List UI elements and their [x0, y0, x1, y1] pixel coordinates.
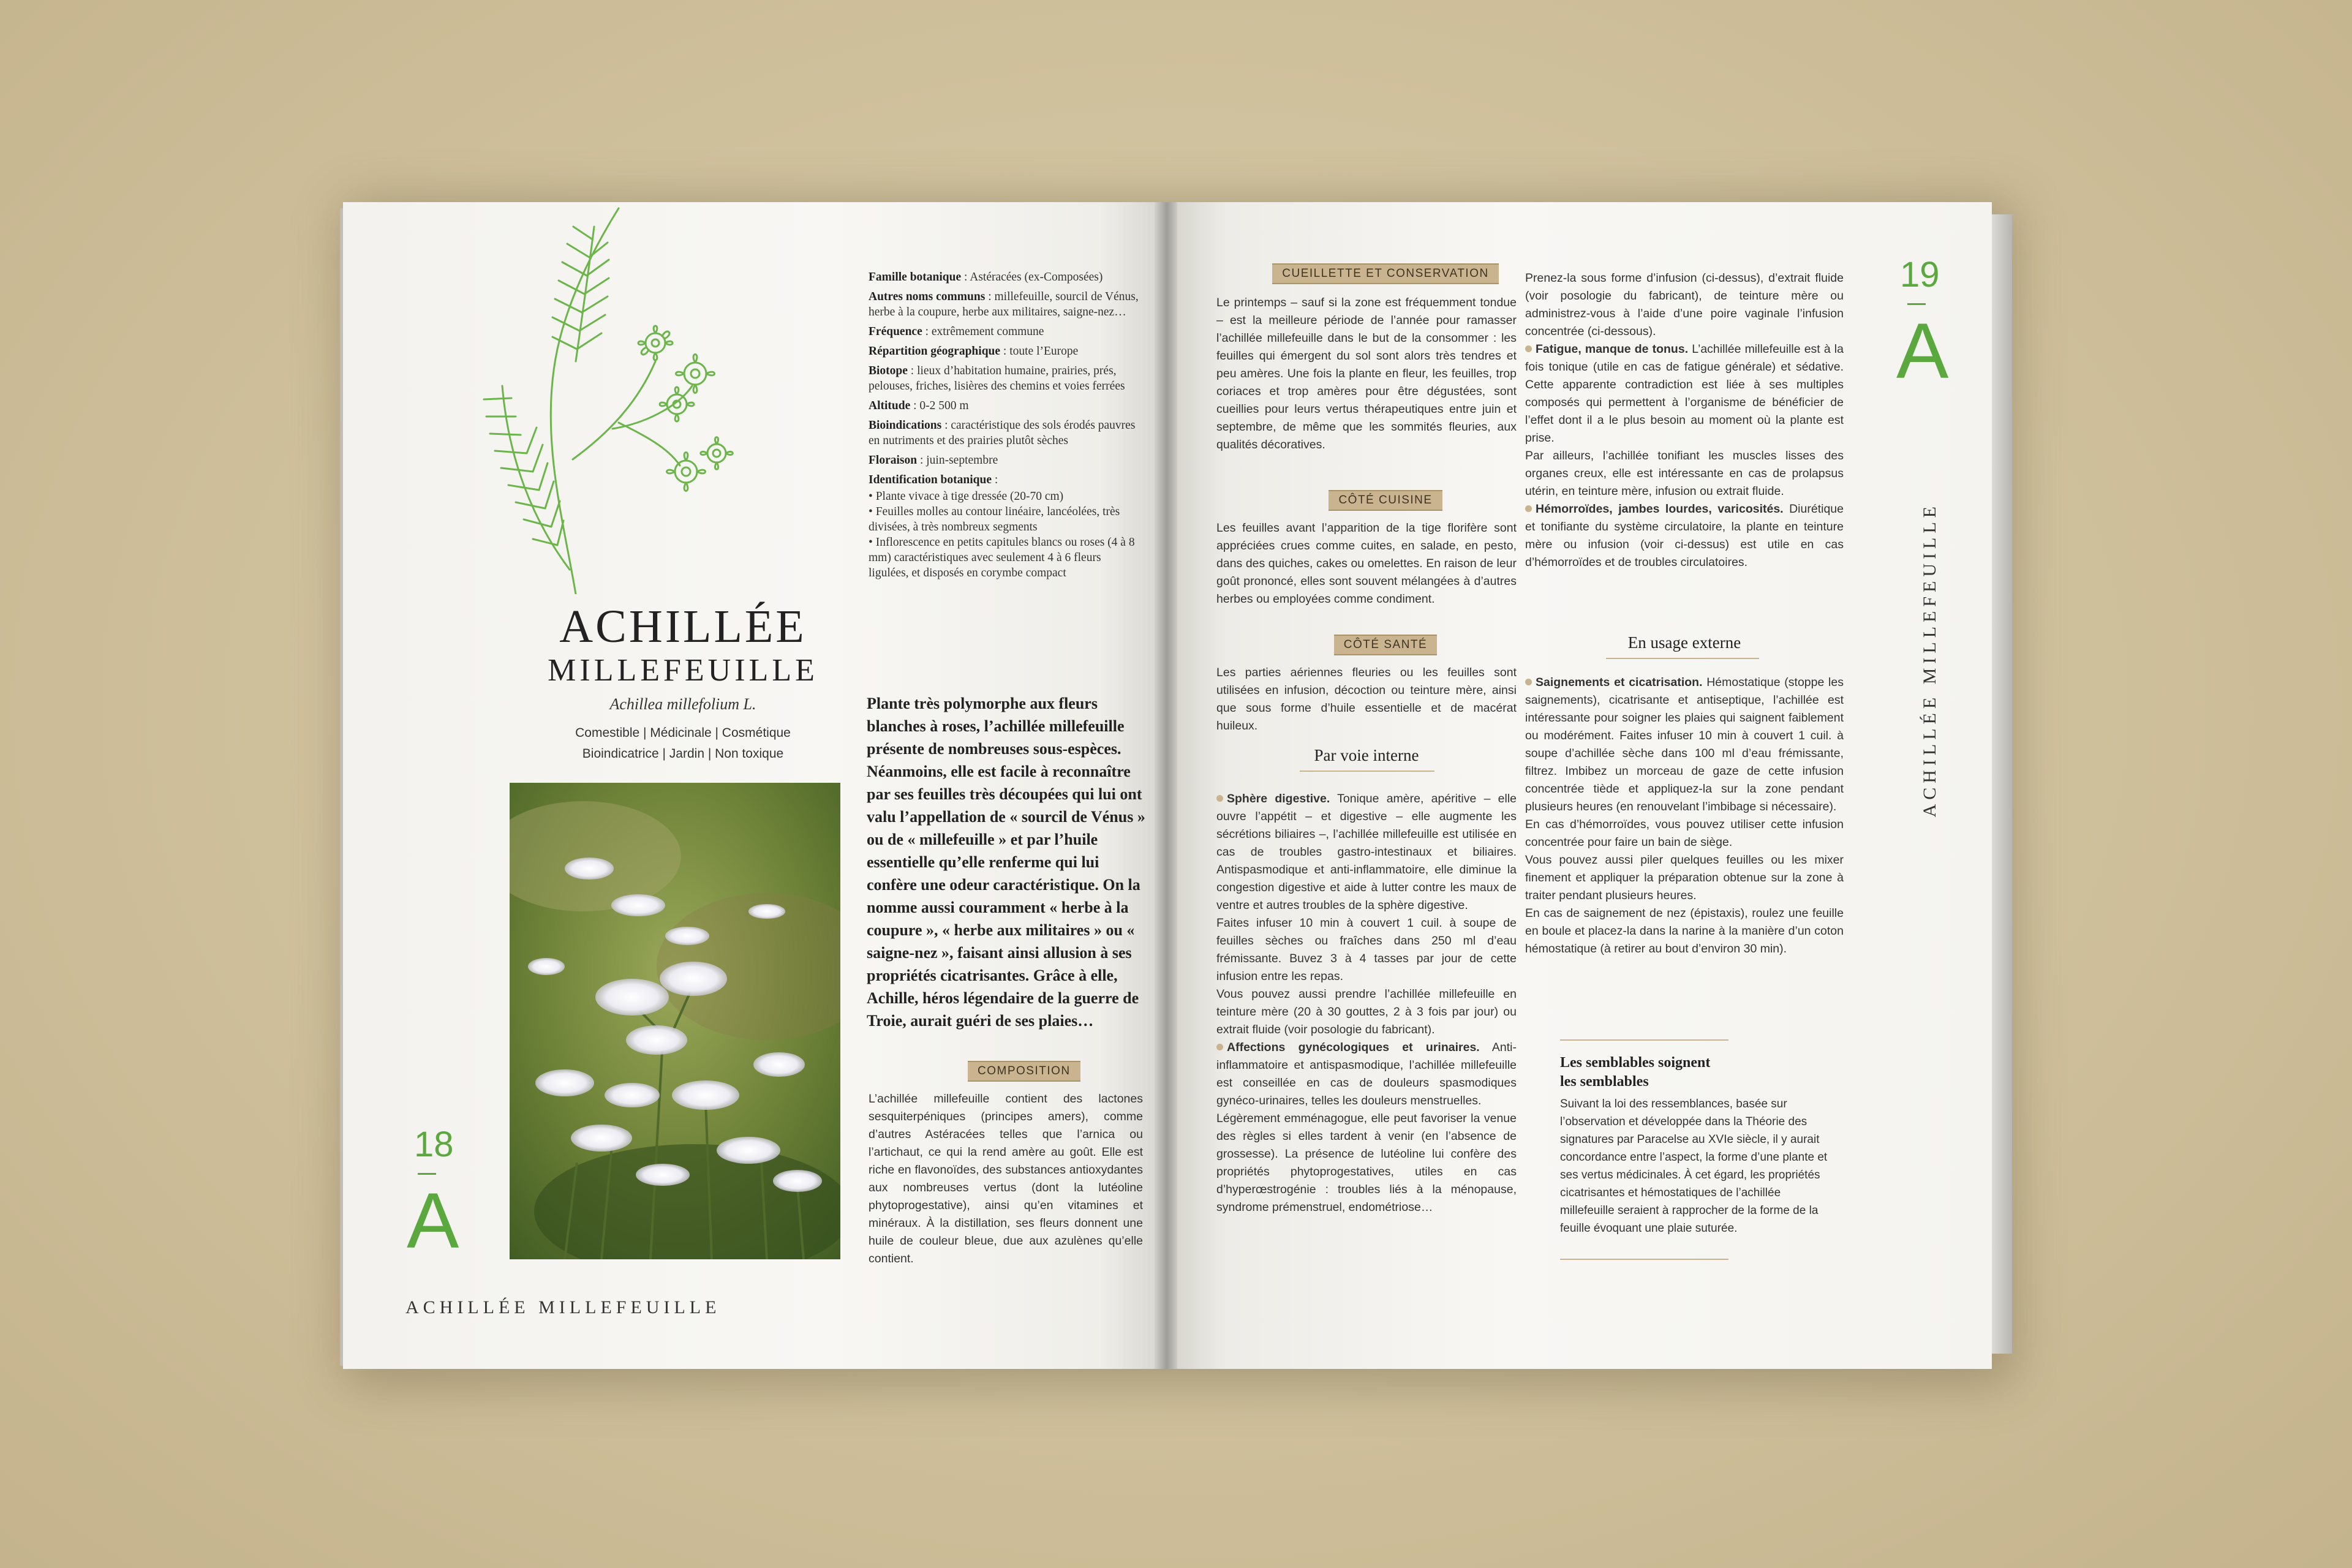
box-top-rule — [1560, 1039, 1728, 1041]
fact-row: Répartition géographique : toute l’Europe — [869, 345, 1079, 358]
identification-item: • Inflorescence en petits capitules blancs ou roses (4 à 8 mm) caractéristiques avec seulement 4 à 6 fleurs ligulées, et disposés en corymbe compact — [869, 536, 1135, 579]
digestive-paragraph: Sphère digestive. Tonique amère, apéritive – elle ouvre l’appétit – et digestive – elle augmente les sécrétions biliaires –, l’achillée millefeuille est utilisée en cas de troubles gastro-intestinaux et biliaires. Antispasmodique et anti-inflammatoire, elle diminue la congestion digestive et aide à lutter contre les maux de ventre et autres troubles de la sphère digestive. — [1216, 792, 1517, 912]
right-page-letter: A — [1896, 307, 1949, 395]
externe-title-rule — [1606, 658, 1759, 659]
plant-title-line2: MILLEFEUILLE — [548, 653, 818, 688]
saignement-paragraph: Saignements et cicatrisation. Hémostatique (stoppe les saignements), cicatrisante et antiseptique, l’achillée est intéressante pour soigner les plaies qui saignent faiblement ou modérément. Faites infuser 10 min à couvert 1 cuil. à soupe d’achillée sèche dans 100 ml d’eau frémissante, filtrez. Imbibez un morceau de gaze de cette infusion concentrée tiède et appliquez-la sur la zone pendant plusieurs heures (en renouvelant l’imbibage si nécessaire). — [1525, 676, 1844, 813]
cueillette-text: Le printemps – sauf si la zone est fréquemment tondue – est la meilleure période de l’année pour ramasser l’achillée millefeuille dans le but de la consommer : les feuilles qui émergent du sol sont alors très tendres et peu amères. Une fois la plante en fleur, les feuilles, trop coriaces et trop amères pour être dégustées, sont cueillies pour leurs vertus thérapeutiques entre juin et septembre, de même que les sommités fleuries, aux qualités décoratives. — [1216, 296, 1517, 451]
hemo-paragraph: Hémorroïdes, jambes lourdes, varicosités. Diurétique et tonifiante du système circulatoire, la plante en teinture mère ou infusion (voir ci-dessus) est utile en cas d’hémorroïdes et de troubles circulatoires. — [1525, 502, 1844, 569]
box-bottom-rule — [1560, 1259, 1728, 1260]
sante-heading-wrap — [1238, 635, 1532, 655]
cuisine-heading-wrap — [1238, 490, 1532, 511]
right-page-number: 19 — [1900, 255, 1940, 295]
tags-line1: Comestible | Médicinale | Cosmétique — [575, 726, 791, 740]
interne-title: Par voie interne — [1314, 746, 1419, 764]
plant-title-line1: ACHILLÉE — [559, 601, 807, 652]
interne-title-rule — [1300, 771, 1434, 772]
latin-name: Achillea millefolium L. — [609, 695, 756, 713]
saignement-paragraph-4: En cas de saignement de nez (épistaxis), roulez une feuille en boule et placez-la dans la narine à la manière d’un coton hémostatique (à retirer au bout d’environ 30 min). — [1525, 907, 1844, 956]
right-page-number-bar — [1907, 303, 1926, 305]
sante-heading: CÔTÉ SANTÉ — [1334, 635, 1437, 655]
gyneco-paragraph-2: Légèrement emménagogue, elle peut favoriser la venue des règles si elles tardent à venir (en l’absence de grossesse). La présence de lutéoline lui confère des propriétés phytoprogestatives, utiles en cas d’hyperœstrogénie : troubles liés à la ménopause, syndrome prémenstruel, endométriose… — [1216, 1112, 1517, 1214]
cuisine-heading: CÔTÉ CUISINE — [1329, 490, 1442, 511]
plant-tags — [536, 723, 830, 764]
fact-row: Altitude : 0-2 500 m — [869, 399, 969, 412]
identification-item: • Feuilles molles au contour linéaire, lancéolées, très divisées, à très nombreux segments — [869, 505, 1120, 533]
fact-row: Bioindications : caractéristique des sols érodés pauvres en nutriments et des prairies plutôt sèches — [869, 419, 1136, 447]
box-title-line2: les semblables — [1560, 1074, 1649, 1090]
digestive-paragraph-3: Vous pouvez aussi prendre l’achillée millefeuille en teinture mère (20 à 30 gouttes, 2 à 3 fois par jour) ou extrait fluide (voir posologie du fabricant). — [1216, 987, 1517, 1036]
cuisine-text: Les feuilles avant l’apparition de la tige florifère sont appréciées crues comme cuites, en salade, en pesto, dans des quiches, cakes ou omelettes. En raison de leur goût prononcé, elles sont souvent mélangées à d’autres herbes ou employées comme condiment. — [1216, 521, 1517, 606]
fact-row: Identification botanique : — [869, 473, 998, 486]
fact-row: Biotope : lieux d’habitation humaine, prairies, prés, pelouses, friches, lisières des chemins et voies ferrées — [869, 364, 1125, 393]
fatigue-paragraph: Fatigue, manque de tonus. L’achillée millefeuille est à la fois tonique (utile en cas de fatigue générale) et sédative. Cette apparente contradiction est liée à ses multiples composés qui permettent à l’organisme de bénéficier de l’effet dont il a le plus besoin au moment où la plante est prise. — [1525, 342, 1844, 445]
col2-text — [1525, 270, 1844, 571]
composition-heading: COMPOSITION — [968, 1061, 1080, 1082]
left-page — [343, 202, 1158, 1369]
left-page-number: 18 — [414, 1125, 454, 1164]
bullet-dot — [1525, 345, 1532, 352]
saignement-paragraph-2: En cas d’hémorroïdes, vous pouvez utiliser cette infusion concentrée pour faire un bain de siège. — [1525, 818, 1844, 849]
cueillette-heading-wrap — [1238, 263, 1532, 284]
externe-title: En usage externe — [1627, 633, 1741, 652]
col2-paragraph-1: Prenez-la sous forme d’infusion (ci-dessus), d’extrait fluide (voir posologie du fabricant), de teinture mère ou administrez-vous à l’aide d’une poire vaginale l’infusion concentrée (ci-dessous). — [1525, 271, 1844, 338]
yarrow-illustration — [435, 202, 827, 594]
yarrow-photo — [510, 783, 840, 1259]
box-title-line1: Les semblables soignent — [1560, 1055, 1711, 1071]
interne-text — [1216, 790, 1517, 1216]
fact-row: Floraison : juin-septembre — [869, 454, 998, 467]
right-page — [1177, 202, 1992, 1369]
saignement-paragraph-3: Vous pouvez aussi piler quelques feuilles ou les mixer finement et appliquer la préparation obtenue sur la zone à traiter pendant plusieurs heures. — [1525, 853, 1844, 902]
book-spine — [1155, 202, 1179, 1369]
fatigue-paragraph-2: Par ailleurs, l’achillée tonifiant les muscles lisses des organes creux, elle est intéressante en cas de prolapsus utérin, en teinture mère, infusion ou extrait fluide. — [1525, 449, 1844, 498]
gyneco-paragraph: Affections gynécologiques et urinaires. Anti-inflammatoire et antispasmodique, l’achillée millefeuille est conseillée en cas de douleurs spasmodiques gynéco-urinaires, telles les douleurs menstruelles. — [1216, 1041, 1517, 1107]
composition-heading-wrap — [968, 1061, 1080, 1082]
composition-text: L’achillée millefeuille contient des lactones sesquiterpéniques (principes amers), comme d’autres Astéracées telles que l’arnica ou l’artichaut, ce qui la rend amère au goût. Elle est riche en flavonoïdes, des substances antioxydantes aux nombreuses vertus (dont la lutéoline phytoprogestative), ainsi qu’en vitamines et minéraux. À la distillation, ses fleurs donnent une huile de couleur bleue, due aux azulènes qu’elle contient. — [869, 1092, 1143, 1265]
left-page-footer: ACHILLÉE MILLEFEUILLE — [405, 1297, 721, 1317]
fact-row: Autres noms communs : millefeuille, sourcil de Vénus, herbe à la coupure, herbe aux militaires, saigne-nez… — [869, 290, 1139, 318]
fact-row: Famille botanique : Astéracées (ex-Composées) — [869, 271, 1103, 284]
plant-facts — [869, 270, 1143, 581]
right-page-vertical-title: ACHILLÉE MILLEFEUILLE — [1920, 502, 1940, 818]
sante-text: Les parties aériennes fleuries ou les feuilles sont utilisées en infusion, décoction ou teinture mère, ainsi que sous forme d’huile essentielle et de macérat huileux. — [1216, 666, 1517, 733]
intro-paragraph: Plante très polymorphe aux fleurs blanches à roses, l’achillée millefeuille présente de nombreuses sous-espèces. Néanmoins, elle est facile à reconnaître par ses feuilles très découpées qui lui ont valu l’appellation de « sourcil de Vénus » ou de « millefeuille » et par l’huile essentielle qu’elle renferme qui lui confère une odeur caractéristique. On la nomme aussi couramment « herbe à la coupure », « herbe aux militaires » ou « saigne-nez », faisant ainsi allusion à ses propriétés cicatrisantes. Grâce à elle, Achille, héros légendaire de la guerre de Troie, aurait guéri de ses plaies… — [867, 695, 1145, 1030]
bullet-dot — [1216, 795, 1223, 802]
bullet-dot — [1525, 505, 1532, 512]
identification-item: • Plante vivace à tige dressée (20-70 cm) — [869, 490, 1064, 503]
externe-text — [1525, 674, 1844, 958]
box-text: Suivant la loi des ressemblances, basée sur l’observation et développée dans la Théorie des signatures par Paracelse au XVIe siècle, il y aurait concordance entre l’aspect, la forme d’une plante et ses vertus médicinales. À cet égard, les propriétés cicatrisantes et hémostatiques de l’achillée millefeuille seraient à rapprocher de la forme de la feuille évoquant une plaie suturée. — [1560, 1098, 1828, 1235]
digestive-paragraph-2: Faites infuser 10 min à couvert 1 cuil. à soupe de feuilles sèches ou fraîches dans 250 ml d’eau frémissante. Buvez 3 à 4 tasses par jour de cette infusion entre les repas. — [1216, 916, 1517, 983]
left-page-letter: A — [407, 1177, 459, 1265]
fact-row: Fréquence : extrêmement commune — [869, 325, 1044, 338]
left-page-number-bar — [418, 1173, 436, 1175]
bullet-dot — [1216, 1044, 1223, 1050]
box-title — [1560, 1054, 1830, 1091]
cueillette-heading: CUEILLETTE ET CONSERVATION — [1272, 263, 1498, 284]
tags-line2: Bioindicatrice | Jardin | Non toxique — [582, 747, 784, 761]
bullet-dot — [1525, 679, 1532, 685]
